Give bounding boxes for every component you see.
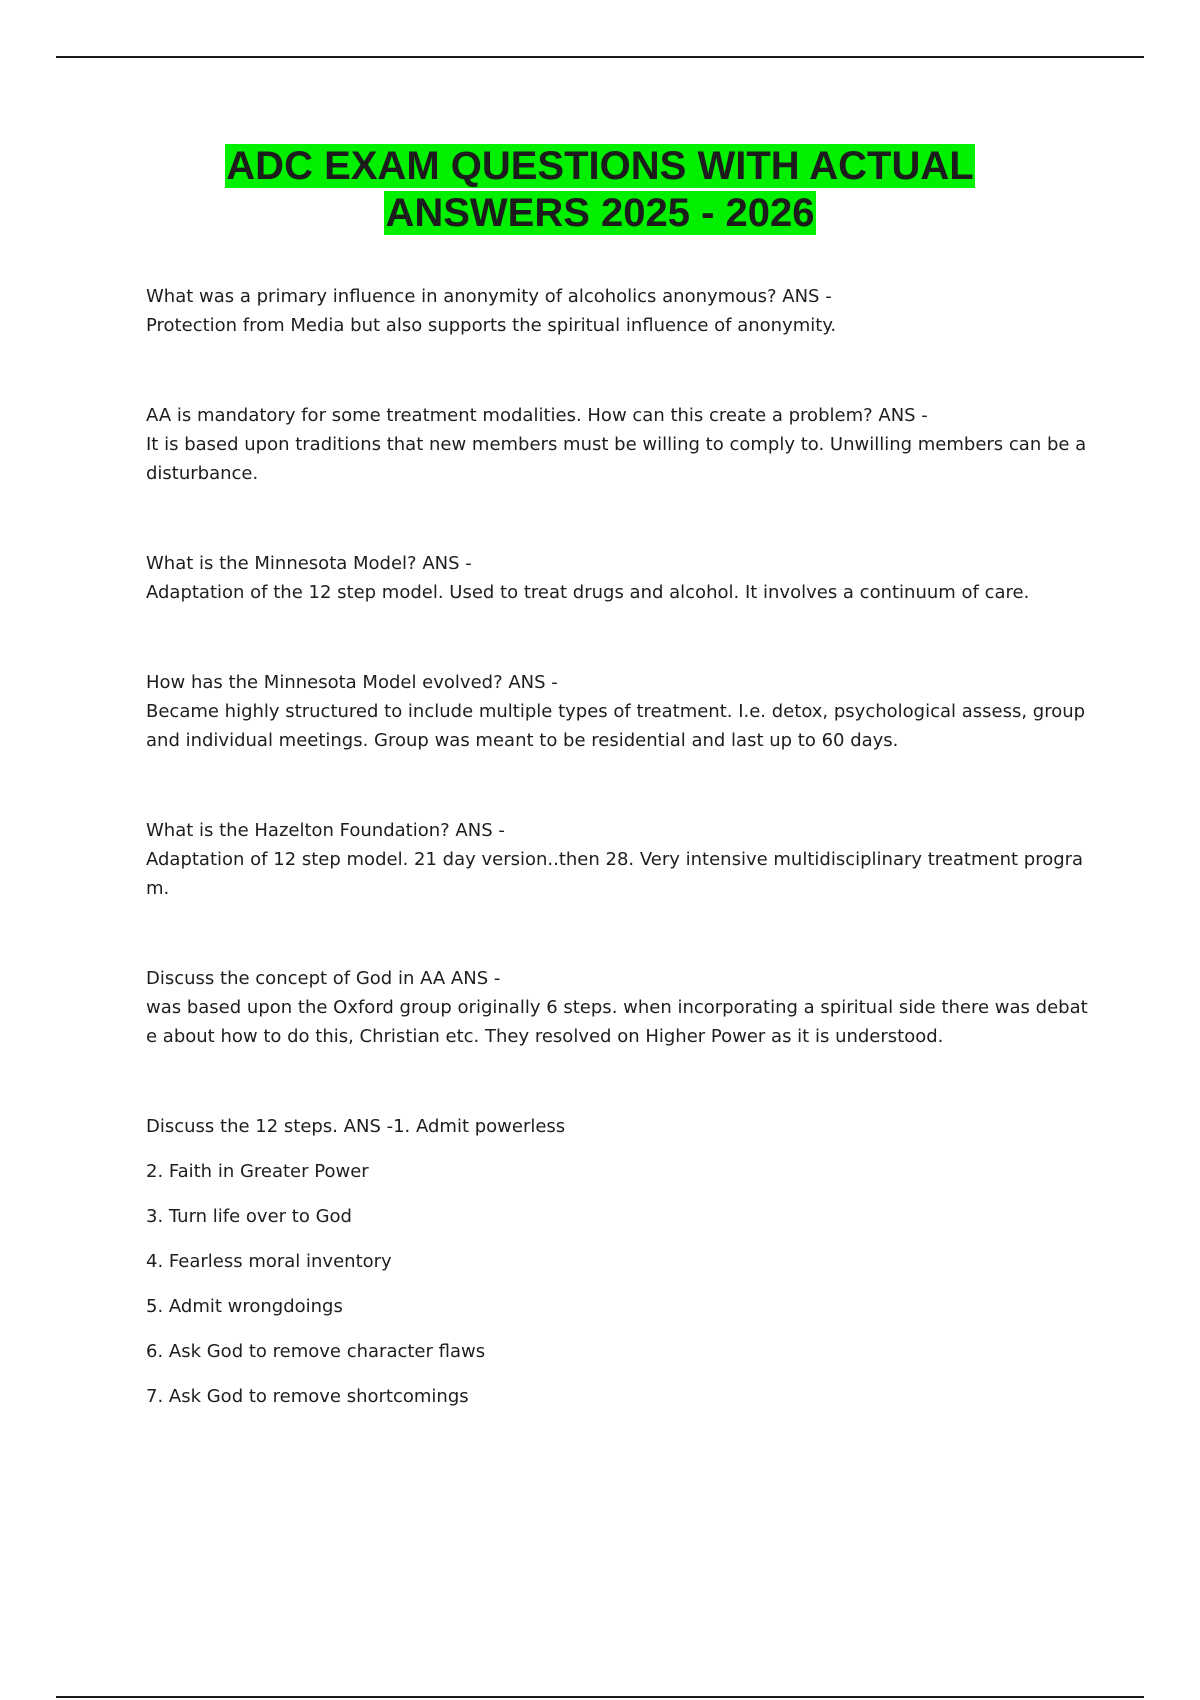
question-text: How has the Minnesota Model evolved? ANS -: [146, 672, 558, 693]
qa-item: [146, 816, 1096, 903]
answer-text: It is based upon traditions that new members must be willing to comply to. Unwilling members can be a disturbance.: [146, 434, 1087, 484]
qa-item: [146, 282, 1096, 340]
answer-text: Adaptation of the 12 step model. Used to treat drugs and alcohol. It involves a continuum of care.: [146, 582, 1030, 603]
step-item: 5. Admit wrongdoings: [146, 1296, 343, 1317]
step-item: 4. Fearless moral inventory: [146, 1251, 392, 1272]
answer-text: Protection from Media but also supports the spiritual influence of anonymity.: [146, 315, 837, 336]
qa-item: [146, 668, 1096, 755]
qa-item: [146, 964, 1096, 1051]
answer-text: was based upon the Oxford group originally 6 steps. when incorporating a spiritual side there was debate about how to do this, Christian etc. They resolved on Higher Power as it is understood.: [146, 997, 1088, 1047]
qa-content: [146, 282, 1096, 1411]
top-rule: [56, 56, 1144, 58]
step-item: 3. Turn life over to God: [146, 1206, 352, 1227]
question-text: What was a primary influence in anonymity of alcoholics anonymous? ANS -: [146, 286, 832, 307]
question-text: AA is mandatory for some treatment modalities. How can this create a problem? ANS -: [146, 405, 928, 426]
document-title: [0, 143, 1200, 237]
step-item: 2. Faith in Greater Power: [146, 1161, 369, 1182]
title-line-1: ADC EXAM QUESTIONS WITH ACTUAL: [226, 144, 974, 188]
bottom-rule: [56, 1696, 1144, 1698]
answer-text: Became highly structured to include multiple types of treatment. I.e. detox, psychological assess, group and individual meetings. Group was meant to be residential and last up to 60 days.: [146, 701, 1086, 751]
question-text: What is the Minnesota Model? ANS -: [146, 553, 472, 574]
steps-question-text: Discuss the 12 steps. ANS -1. Admit powerless: [146, 1116, 566, 1137]
steps-list: [146, 1157, 1096, 1411]
qa-item: [146, 401, 1096, 488]
question-text: What is the Hazelton Foundation? ANS -: [146, 820, 505, 841]
step-item: 6. Ask God to remove character flaws: [146, 1341, 486, 1362]
qa-item: [146, 549, 1096, 607]
title-line-2: ANSWERS 2025 - 2026: [385, 191, 815, 235]
answer-text: Adaptation of 12 step model. 21 day version..then 28. Very intensive multidisciplinary treatment program.: [146, 849, 1084, 899]
question-text: Discuss the concept of God in AA ANS -: [146, 968, 501, 989]
step-item: 7. Ask God to remove shortcomings: [146, 1386, 469, 1407]
qa-item-steps: [146, 1112, 1096, 1411]
